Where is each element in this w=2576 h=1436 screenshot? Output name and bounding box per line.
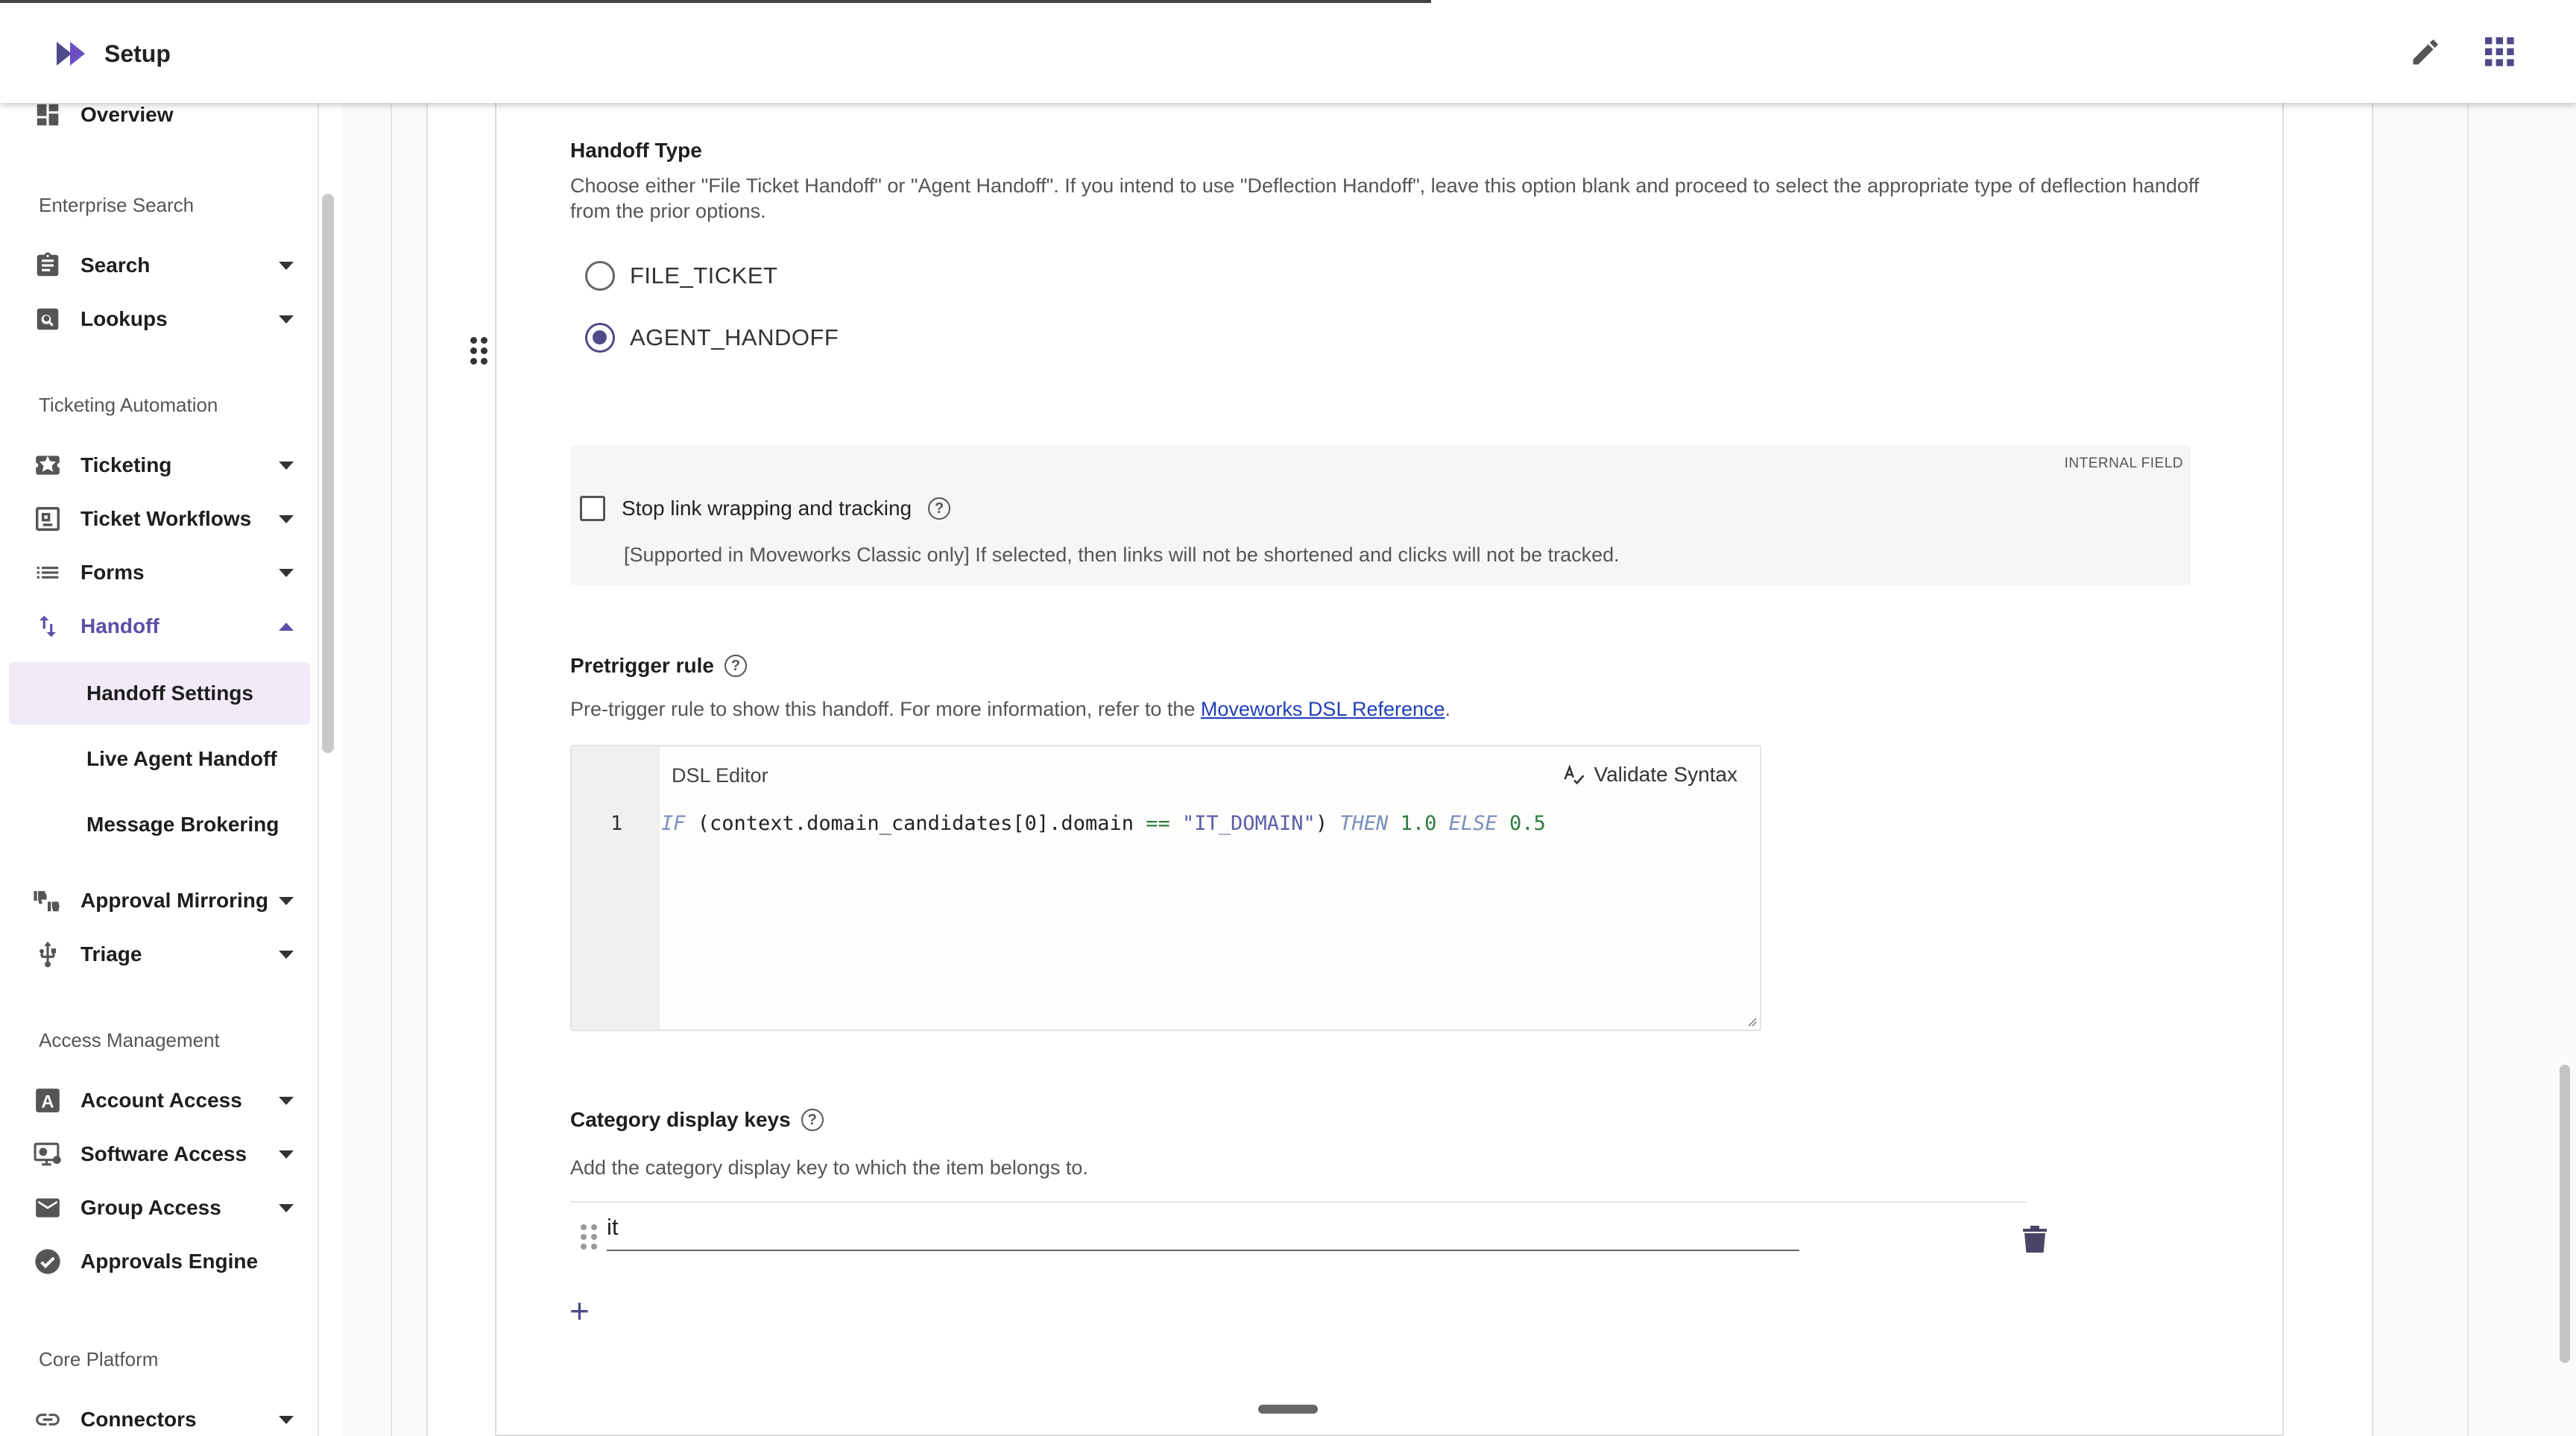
code-token: == [1146,812,1170,835]
chevron-down-icon [279,315,294,324]
category-keys-description: Add the category display key to which the item belongs to. [570,1156,1088,1179]
category-key-input[interactable]: it [607,1209,1799,1251]
sidebar-item-overview[interactable]: Overview [33,103,309,137]
code-token: 0.5 [1497,812,1546,835]
radio-file-ticket[interactable] [585,261,777,291]
link-icon [33,1405,63,1435]
code-token: THEN [1339,812,1389,835]
chevron-up-icon [279,623,294,631]
editor-gutter [572,746,660,1030]
code-token: "IT_DOMAIN" [1169,812,1316,835]
pretrigger-rule-heading [570,654,747,678]
chevron-down-icon [279,1150,294,1159]
chevron-down-icon [279,897,294,905]
spellcheck-icon [1563,763,1585,786]
loading-progress-bar [0,0,1431,3]
radio-agent-handoff[interactable] [585,323,839,353]
fast-forward-logo-icon [54,36,89,72]
chevron-down-icon [279,951,294,959]
swap-vert-icon [33,611,63,641]
mail-icon [33,1193,63,1223]
pretrigger-description [570,696,1450,722]
sidebar-item-message-brokering[interactable]: Message Brokering [86,813,280,836]
editor-title: DSL Editor [672,764,768,787]
section-core-platform: Core Platform [39,1348,159,1370]
sidebar-item-triage[interactable]: Triage [33,932,309,977]
sidebar-item-handoff-settings[interactable]: Handoff Settings [9,662,310,725]
sidebar-item-account-access[interactable]: A Account Access [33,1078,309,1123]
sidebar-item-lookups[interactable]: Lookups [33,297,309,341]
help-icon[interactable]: ? [928,497,950,520]
delete-icon[interactable] [2023,1226,2047,1254]
internal-field-box [570,445,2191,585]
app-brand[interactable] [54,36,171,72]
category-keys-label: Category display keys [570,1108,791,1131]
help-icon[interactable]: ? [801,1109,824,1131]
list-divider [570,1201,2027,1203]
section-ticketing-automation: Ticketing Automation [39,394,218,416]
radio-button[interactable] [585,261,615,291]
handoff-type-label [570,139,702,163]
list-icon [33,558,63,588]
pretrigger-rule-label: Pretrigger rule [570,654,714,677]
handoff-type-description: Choose either "File Ticket Handoff" or "Agent Handoff". If you intend to use "Deflection Handoff", leave this option blank and proceed to select the appropriate type of deflection handoff from the prior options. [570,174,2200,222]
check-circle-icon [33,1247,63,1276]
chevron-down-icon [279,1204,294,1212]
category-keys-heading [570,1108,824,1132]
sidebar-item-approval-mirroring[interactable]: Approval Mirroring [33,878,309,923]
clipboard-icon [33,251,63,280]
divider [391,103,392,1436]
chevron-down-icon [279,1416,294,1424]
app-grid-icon[interactable] [2479,31,2521,73]
row-drag-handle-icon[interactable] [581,1224,597,1250]
sidebar-item-software-access[interactable]: Software Access [33,1132,309,1177]
sidebar-item-search[interactable]: Search [33,243,309,288]
sidebar-scrollbar[interactable] [322,194,334,753]
code-token: ELSE [1448,812,1497,835]
pretrigger-description-text: Pre-trigger rule to show this handoff. For more information, refer to the [570,698,1196,720]
account-icon [33,1086,63,1115]
pretrigger-description-suffix: . [1445,698,1451,720]
sidebar-item-approvals-engine[interactable]: Approvals Engine [33,1239,309,1284]
validate-syntax-label: Validate Syntax [1594,763,1737,786]
resize-handle-icon[interactable] [1746,1016,1757,1027]
sidebar-item-ticketing[interactable]: Ticketing [33,443,309,488]
validate-syntax-button[interactable] [1563,763,1738,787]
chevron-down-icon [279,262,294,270]
chevron-down-icon [279,515,294,523]
divider [2467,103,2469,1436]
line-number: 1 [610,812,623,835]
sidebar-nav [0,103,319,1436]
code-line[interactable] [661,812,1546,835]
sidebar-item-handoff[interactable]: Handoff [33,604,309,649]
link-wrapping-description: [Supported in Moveworks Classic only] If selected, then links will not be shortened and clicks will not be tracked. [624,544,1620,566]
add-key-button[interactable]: + [569,1291,590,1330]
radio-label: AGENT_HANDOFF [630,324,839,350]
card-drag-handle-icon[interactable] [470,337,487,362]
code-token: 1.0 [1388,812,1449,835]
svg-text:A: A [41,1092,54,1112]
ticket-icon [33,450,63,480]
sidebar-item-group-access[interactable]: Group Access [33,1185,309,1230]
code-token: (context.domain_candidates[0].domain [685,812,1146,835]
radio-button-checked[interactable] [585,323,615,353]
link-wrapping-row [580,496,950,521]
chevron-down-icon [279,569,294,577]
app-title: Setup [104,40,171,67]
dsl-editor[interactable] [570,745,1761,1031]
top-bar [0,0,2576,103]
software-icon [33,1139,63,1169]
section-access-management: Access Management [39,1029,220,1051]
search-doc-icon [33,304,63,334]
edit-icon[interactable] [2405,31,2446,73]
main-scrollbar[interactable] [2560,1065,2570,1363]
sidebar-item-ticket-workflows[interactable]: Ticket Workflows [33,497,309,541]
radio-label: FILE_TICKET [630,262,778,289]
sidebar-item-forms[interactable]: Forms [33,550,309,595]
dsl-reference-link[interactable]: Moveworks DSL Reference [1200,698,1445,720]
workflow-icon [33,504,63,534]
sidebar-item-live-agent-handoff[interactable]: Live Agent Handoff [86,747,277,770]
dashboard-icon [33,103,63,130]
sidebar-item-connectors[interactable]: Connectors [33,1397,309,1436]
code-token: ) [1315,812,1340,835]
stop-link-wrapping-label: Stop link wrapping and tracking [622,497,912,520]
stop-link-wrapping-checkbox[interactable] [580,496,605,521]
bottom-resize-handle[interactable] [1258,1405,1318,1414]
usb-icon [33,939,63,969]
help-icon[interactable]: ? [724,655,747,677]
thumbs-icon [33,886,63,916]
internal-field-tag: INTERNAL FIELD [2064,456,2183,471]
code-token: IF [661,812,686,835]
handoff-type-label-text: Handoff Type [570,139,702,162]
chevron-down-icon [279,1097,294,1105]
chevron-down-icon [279,462,294,470]
section-enterprise-search: Enterprise Search [39,194,195,216]
